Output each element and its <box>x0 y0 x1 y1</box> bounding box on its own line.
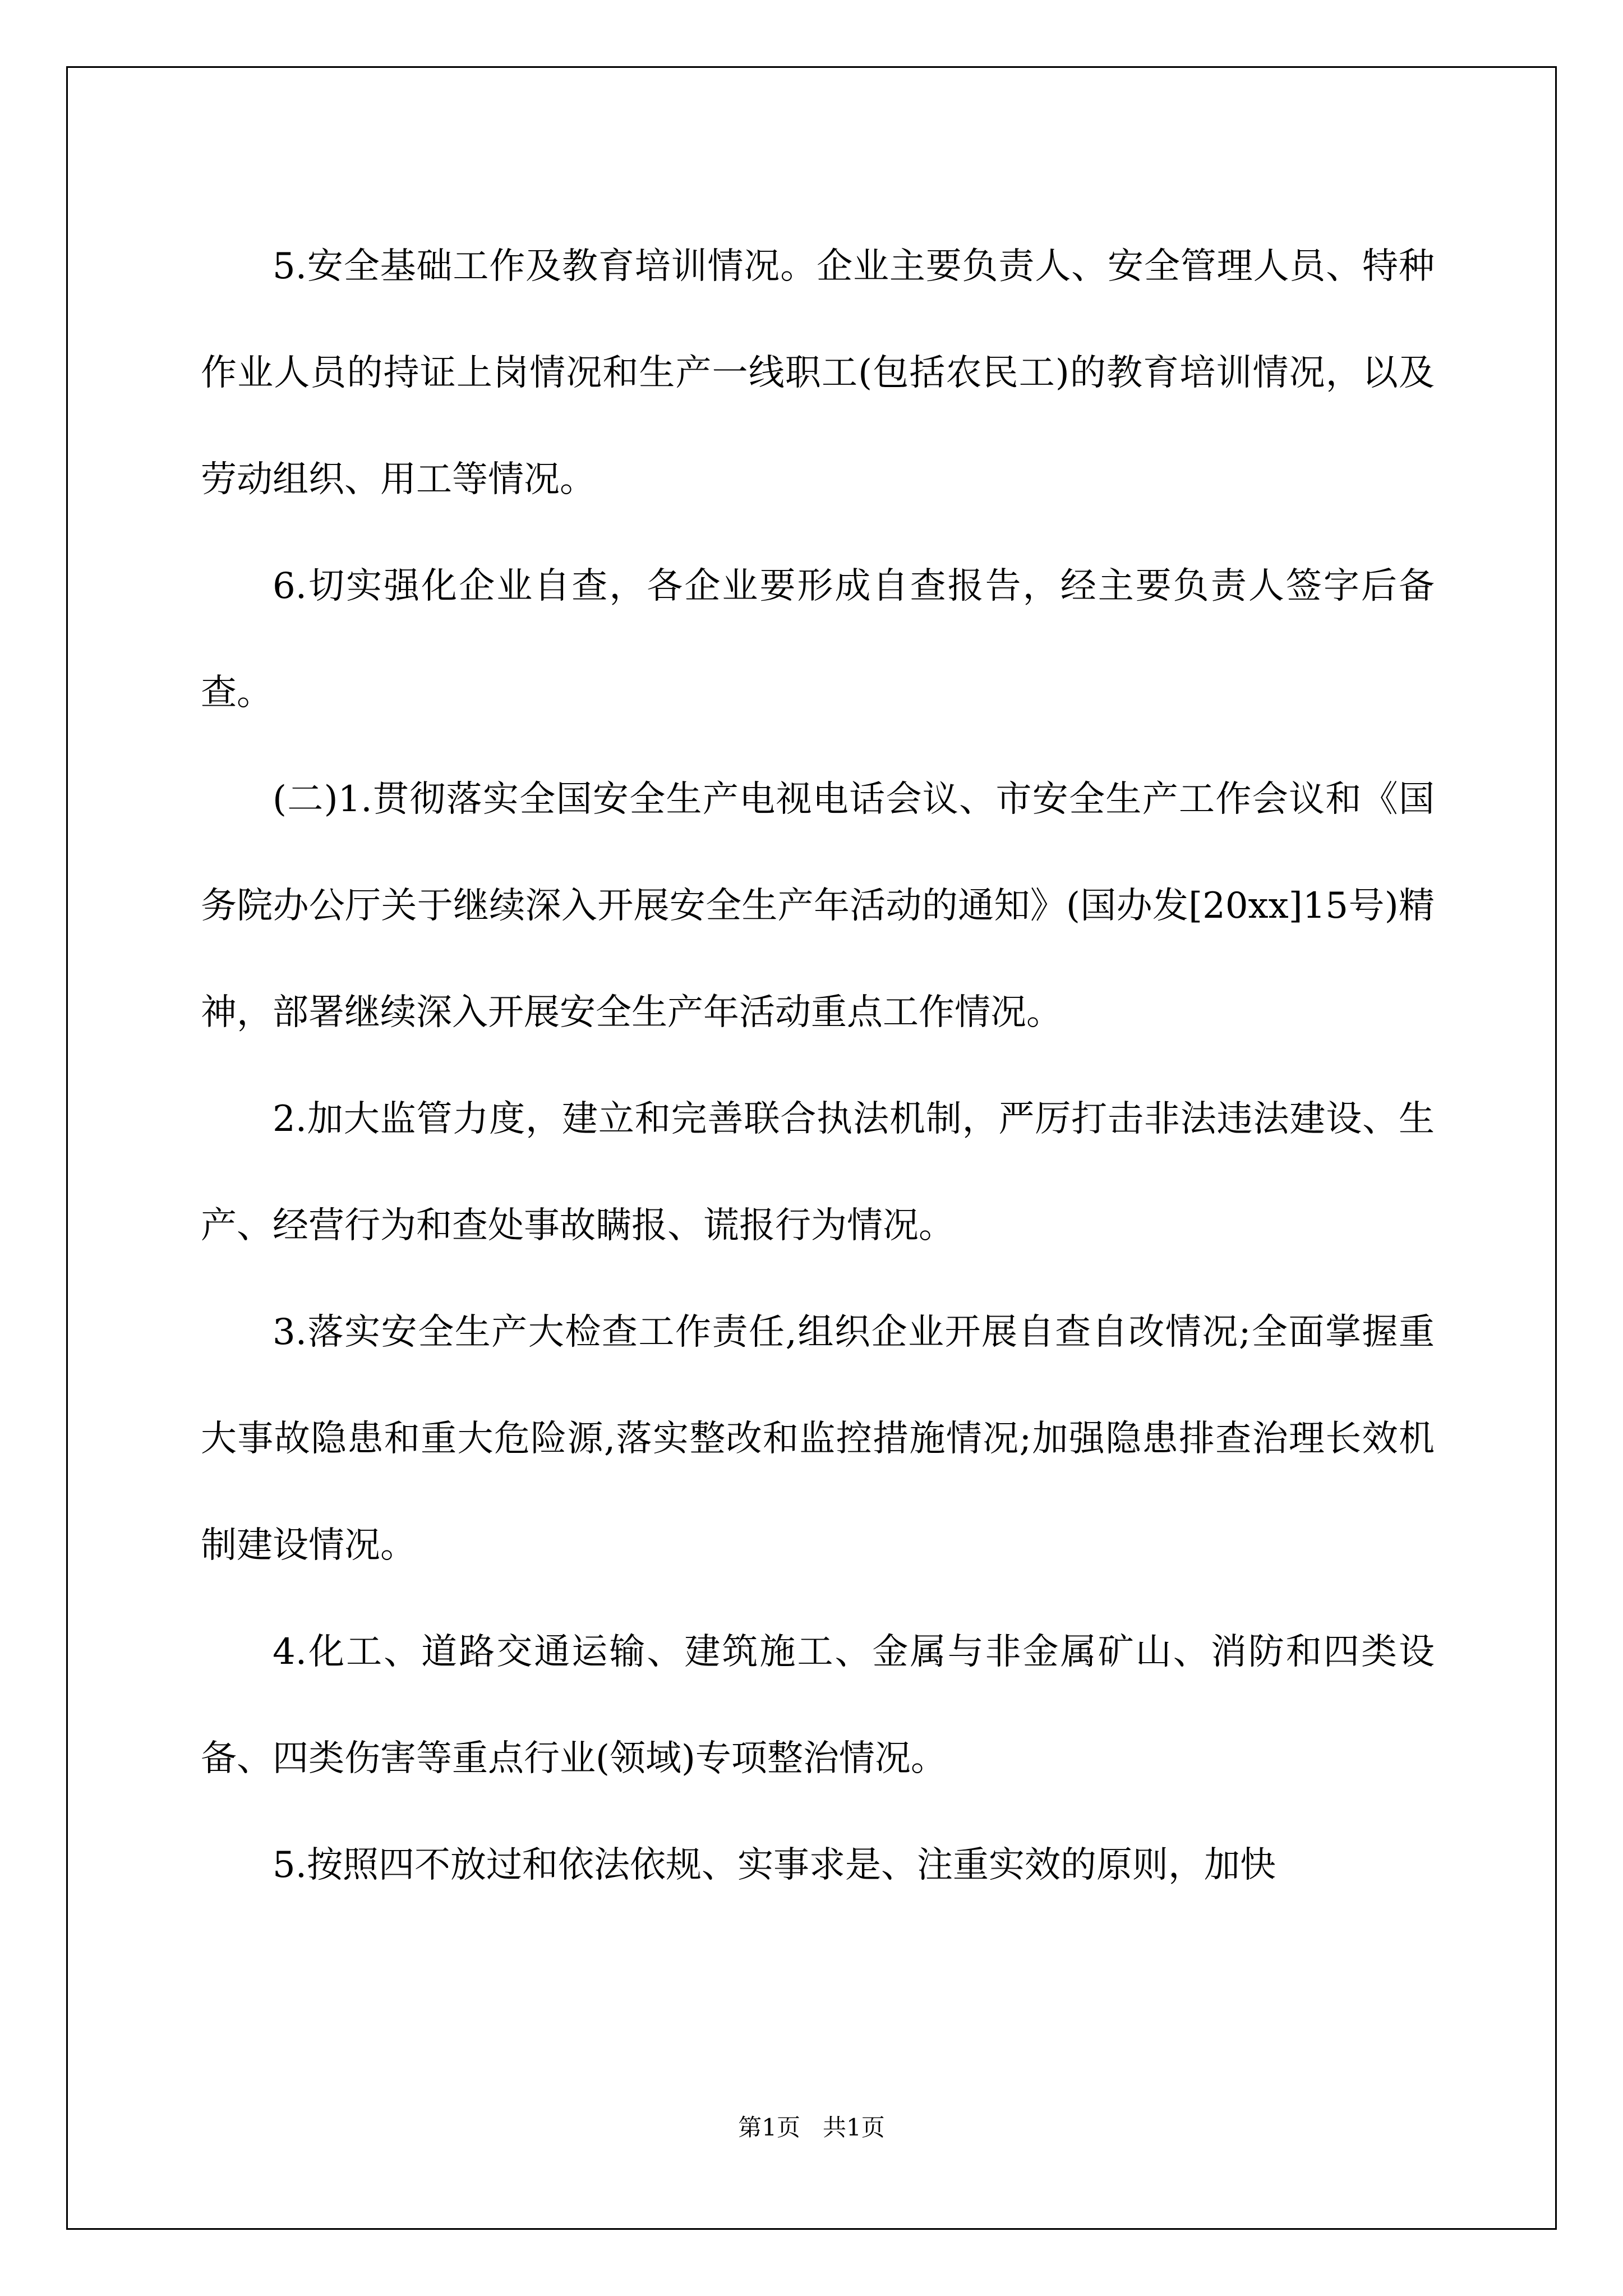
page-total: 共1页 <box>823 2114 885 2141</box>
paragraph-3: (二)1.贯彻落实全国安全生产电视电话会议、市安全生产工作会议和《国务院办公厅关于继续深入开展安全生产年活动的通知》(国办发[20xx]15号)精神，部署继续深入开展安全生产年活动重点工作情况。 <box>201 779 1435 1033</box>
page-footer <box>0 2109 1623 2143</box>
paragraph-6: 4.化工、道路交通运输、建筑施工、金属与非金属矿山、消防和四类设备、四类伤害等重点行业(领域)专项整治情况。 <box>201 1631 1435 1779</box>
document-body <box>201 213 1435 1918</box>
paragraph-5: 3.落实安全生产大检查工作责任,组织企业开展自查自改情况;全面掌握重大事故隐患和重大危险源,落实整改和监控措施情况;加强隐患排查治理长效机制建设情况。 <box>201 1312 1435 1566</box>
paragraph-4: 2.加大监管力度，建立和完善联合执法机制，严厉打击非法违法建设、生产、经营行为和查处事故瞒报、谎报行为情况。 <box>201 1098 1435 1246</box>
paragraph-7: 5.按照四不放过和依法依规、实事求是、注重实效的原则，加快 <box>273 1844 1276 1886</box>
paragraph-1: 5.安全基础工作及教育培训情况。企业主要负责人、安全管理人员、特种作业人员的持证上岗情况和生产一线职工(包括农民工)的教育培训情况，以及劳动组织、用工等情况。 <box>201 246 1435 500</box>
page-number: 第1页 <box>738 2114 800 2141</box>
paragraph-2: 6.切实强化企业自查，各企业要形成自查报告，经主要负责人签字后备查。 <box>201 565 1435 714</box>
footer-spacer <box>800 2114 823 2141</box>
